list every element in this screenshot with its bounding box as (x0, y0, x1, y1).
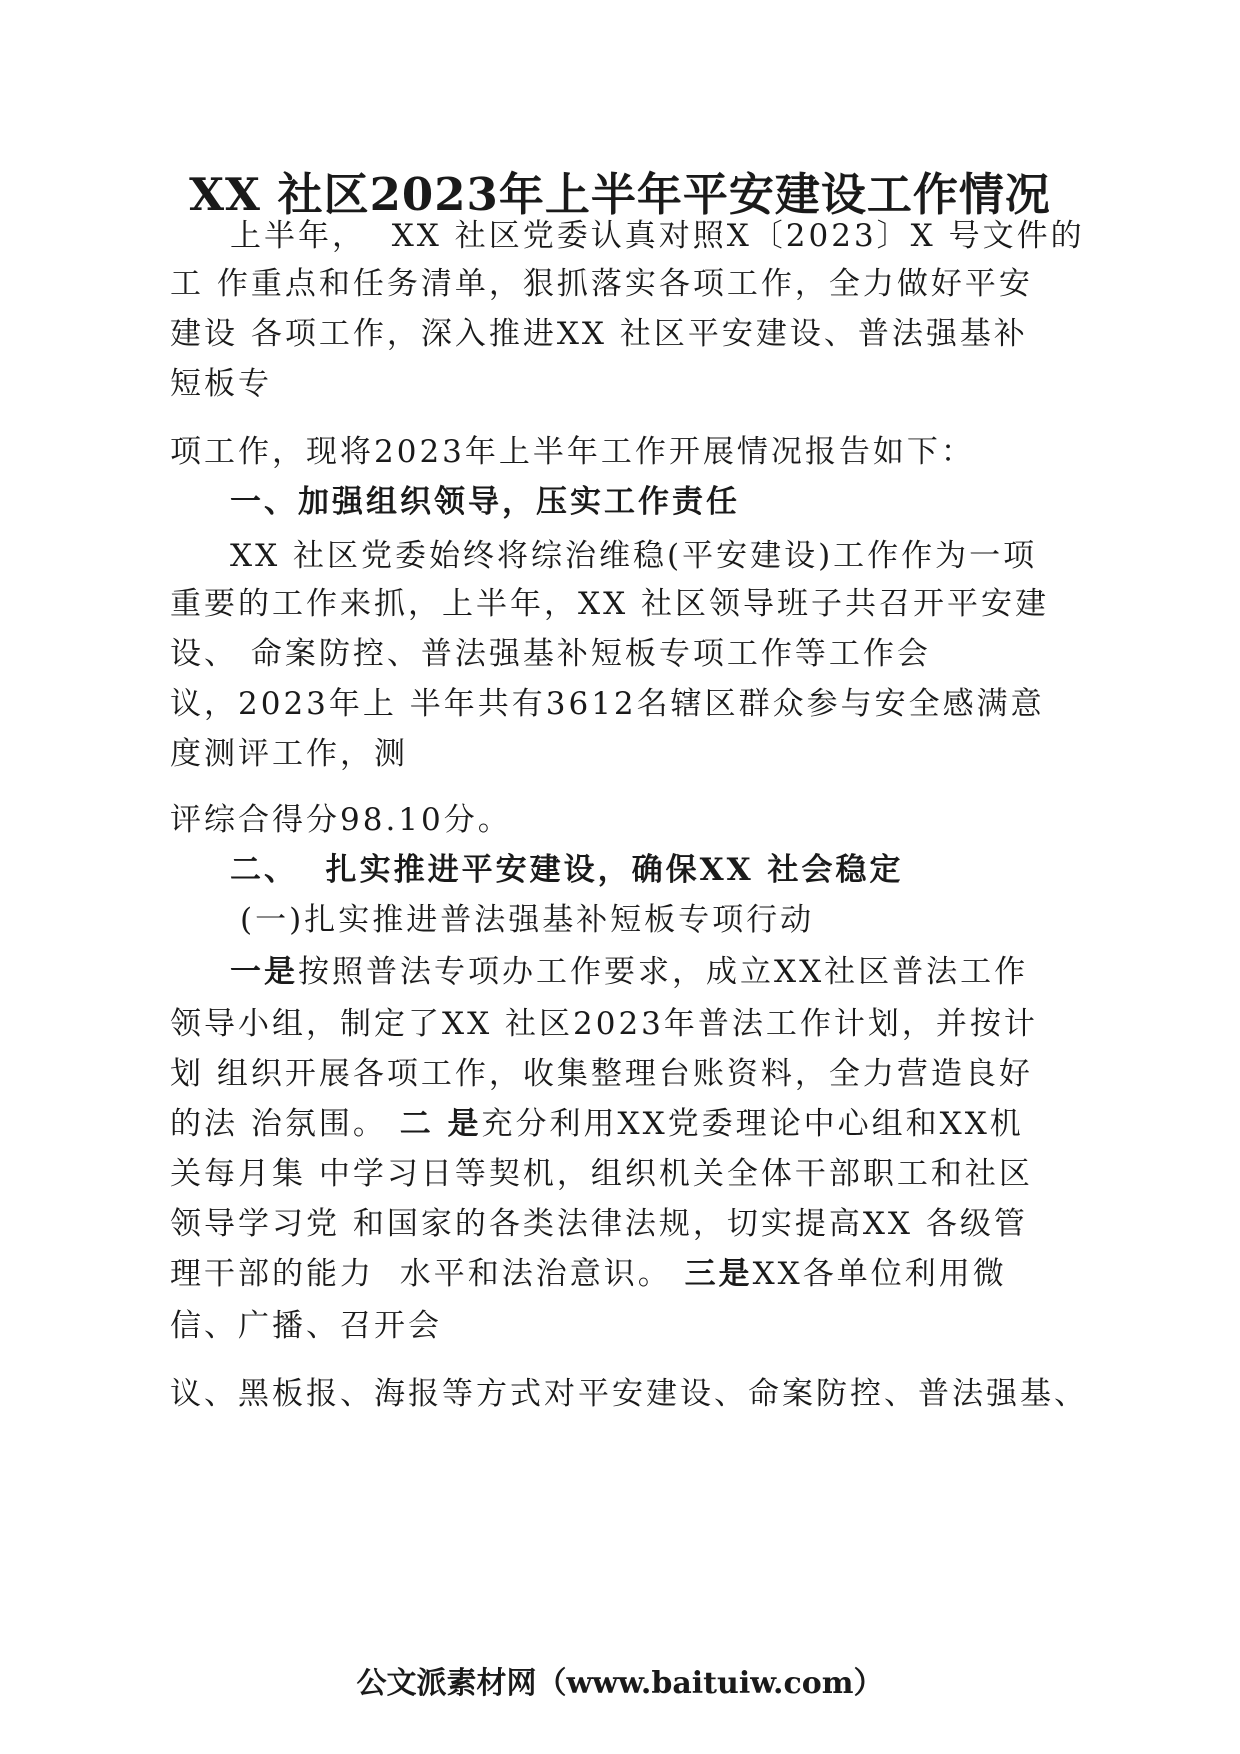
document-title: XX 社区2023年上半年平安建设工作情况 (189, 168, 1051, 221)
intro-line-1: 上半年， XX 社区党委认真对照X〔2023〕X 号文件的 (230, 218, 1085, 254)
point-one-marker: 一是 (230, 954, 298, 990)
point-three-marker: 三是 (684, 1256, 753, 1292)
point-one-end-text: 的法 治氛围。 (170, 1106, 400, 1142)
section2-line-8: 信、广播、召开会 (170, 1308, 442, 1344)
point-one-text: 按照普法专项办工作要求，成立XX社区普法工作 (298, 954, 1029, 990)
intro-line-2: 工 作重点和任务清单，狠抓落实各项工作，全力做好平安 (170, 266, 1033, 302)
point-two-text: 充分利用XX党委理论中心组和XX机 (481, 1106, 1024, 1142)
section1-line-1: XX 社区党委始终将综治维稳(平安建设)工作作为一项 (230, 538, 1038, 574)
intro-line-4: 短板专 (170, 366, 272, 402)
section1-line-4: 议，2023年上 半年共有3612名辖区群众参与安全感满意 (170, 686, 1045, 722)
section2-line-1 (230, 952, 1028, 992)
watermark-footer: 公文派素材网（www.baituiw.com） (356, 1666, 884, 1701)
section2-subheading: (一)扎实推进普法强基补短板专项行动 (240, 902, 815, 938)
section2-line-6: 领导学习党 和国家的各类法律法规，切实提高XX 各级管 (170, 1206, 1028, 1242)
section1-line-5: 度测评工作，测 (170, 736, 408, 772)
section1-line-3: 设、 命案防控、普法强基补短板专项工作等工作会 (170, 636, 931, 672)
intro-line-5: 项工作，现将2023年上半年工作开展情况报告如下： (170, 434, 975, 470)
section1-line-6: 评综合得分98.10分。 (170, 802, 512, 838)
section2-line-9: 议、黑板报、海报等方式对平安建设、命案防控、普法强基、 (170, 1376, 1088, 1412)
section1-heading: 一、加强组织领导，压实工作责任 (230, 484, 740, 520)
point-three-text: XX各单位利用微 (752, 1256, 1007, 1292)
section2-line-5: 关每月集 中学习日等契机，组织机关全体干部职工和社区 (170, 1156, 1033, 1192)
section2-line-4 (170, 1104, 1024, 1144)
section2-line-2: 领导小组，制定了XX 社区2023年普法工作计划，并按计 (170, 1006, 1038, 1042)
section1-line-2: 重要的工作来抓，上半年，XX 社区领导班子共召开平安建 (170, 586, 1049, 622)
intro-line-3: 建设 各项工作，深入推进XX 社区平安建设、普法强基补 (170, 316, 1028, 352)
section2-heading: 二、 扎实推进平安建设，确保XX 社会稳定 (230, 852, 904, 888)
section2-line-7 (170, 1254, 1007, 1294)
section2-line-3: 划 组织开展各项工作，收集整理台账资料，全力营造良好 (170, 1056, 1033, 1092)
point-two-end-text: 理干部的能力 水平和法治意识。 (170, 1256, 685, 1292)
point-two-marker: 二 是 (399, 1106, 482, 1142)
